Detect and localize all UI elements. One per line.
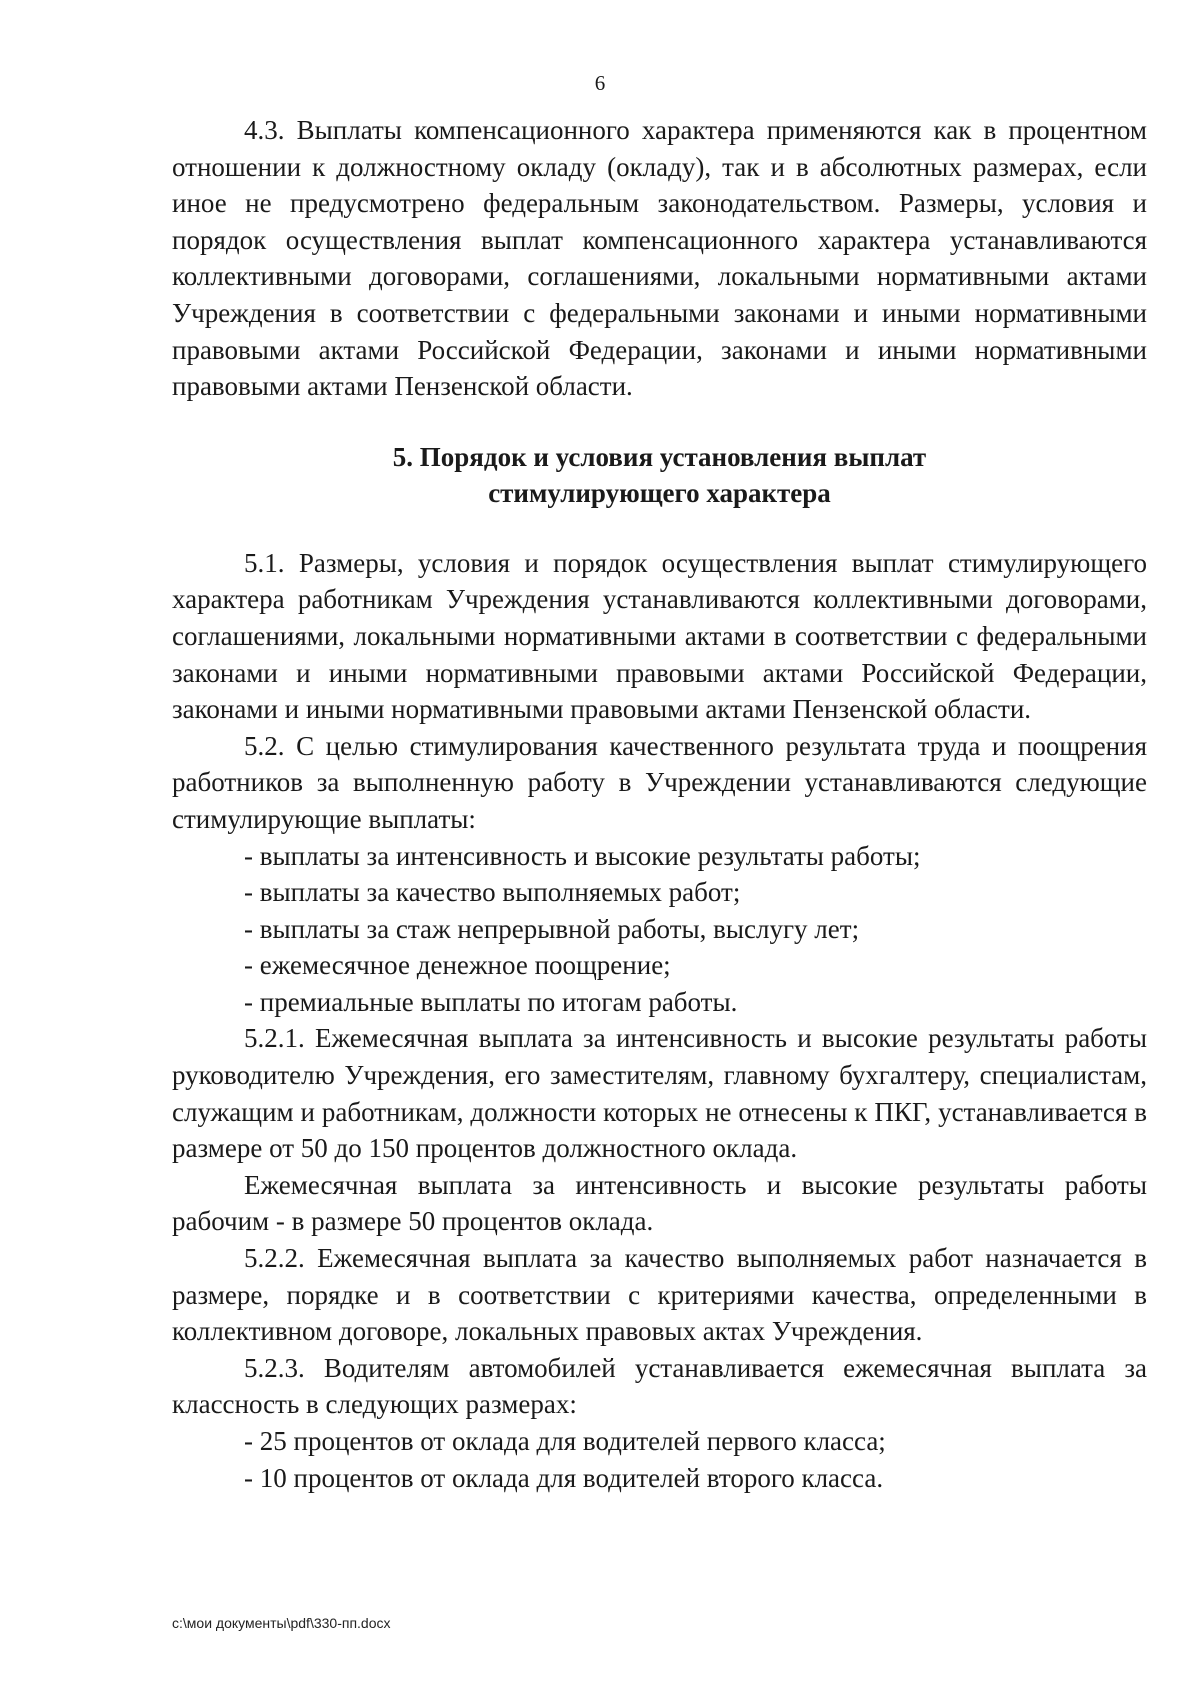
- paragraph-5-2-3: 5.2.3. Водителям автомобилей устанавливается ежемесячная выплата за классность в следующих размерах:: [172, 1352, 1147, 1420]
- page-number: 6: [594, 71, 606, 95]
- list-item: - премиальные выплаты по итогам работы.: [244, 986, 738, 1017]
- spacer: [172, 511, 1147, 545]
- section-5-title-line-1: 5. Порядок и условия установления выплат: [392, 441, 927, 472]
- paragraph-5-2: 5.2. С целью стимулирования качественного результата труда и поощрения работников за выполненную работу в Учреждении устанавливаются следующие стимулирующие выплаты:: [172, 730, 1147, 834]
- paragraph-5-1: 5.1. Размеры, условия и порядок осуществления выплат стимулирующего характера работникам Учреждения устанавливаются коллективными договорами, соглашениями, локальными нормативными актами в соответствии с федеральными законами и иными нормативными правовыми актами Российской Федерации, законами и иными нормативными правовыми актами Пензенской области.: [172, 547, 1147, 725]
- paragraph-4-3: 4.3. Выплаты компенсационного характера применяются как в процентном отношении к должностному окладу (окладу), так и в абсолютных размерах, если иное не предусмотрено федеральным законодательством. Размеры, условия и порядок осуществления выплат компенсационного характера устанавливаются коллективными договорами, соглашениями, локальными нормативными актами Учреждения в соответствии с федеральными законами и иными нормативными правовыми актами Российской Федерации, законами и иными нормативными правовыми актами Пензенской области.: [172, 115, 1147, 402]
- list-item: - выплаты за качество выполняемых работ;: [244, 877, 741, 908]
- paragraph-5-2-1: 5.2.1. Ежемесячная выплата за интенсивность и высокие результаты работы руководителю Учреждения, его заместителям, главному бухгалтеру, специалистам, служащим и работникам, должности которых не отнесены к ПКГ, устанавливается в размере от 50 до 150 процентов должностного оклада.: [172, 1023, 1147, 1164]
- list-item: - 10 процентов от оклада для водителей второго класса.: [244, 1462, 884, 1493]
- section-5-title-line-2: стимулирующего характера: [488, 477, 831, 508]
- list-item: - ежемесячное денежное поощрение;: [244, 950, 671, 981]
- paragraph-5-2-1-workers: Ежемесячная выплата за интенсивность и высокие результаты работы рабочим - в размере 50 процентов оклада.: [172, 1169, 1147, 1237]
- list-item: - выплаты за стаж непрерывной работы, выслугу лет;: [244, 913, 860, 944]
- list-item: - выплаты за интенсивность и высокие результаты работы;: [244, 840, 921, 871]
- footer-file-path: c:\мои документы\pdf\330-пп.docx: [172, 1615, 391, 1631]
- spacer: [172, 405, 1147, 439]
- paragraph-5-2-2: 5.2.2. Ежемесячная выплата за качество выполняемых работ назначается в размере, порядке и в соответствии с критериями качества, определенными в коллективном договоре, локальных правовых актах Учреждения.: [172, 1243, 1147, 1347]
- list-item: - 25 процентов от оклада для водителей первого класса;: [244, 1426, 886, 1456]
- document-body: [172, 112, 1147, 1496]
